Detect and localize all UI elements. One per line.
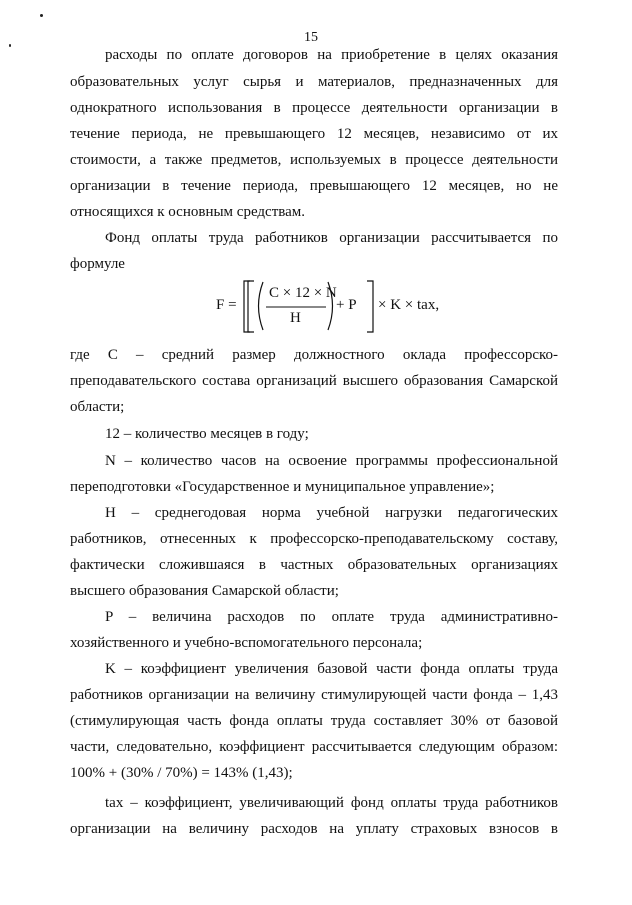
text-line: формуле [70,256,125,272]
formula [216,276,456,338]
text-line: организации на величину расходов на уплату страховых взносов в [70,821,558,837]
text-line: 12 – количество месяцев в году; [105,426,309,442]
text-line: части, следовательно, коэффициент рассчитывается следующим образом: [70,739,558,755]
text-line: где C – средний размер должностного оклада профессорско- [70,347,558,363]
scan-speck [40,14,43,17]
formula-plus-p: + P [336,297,357,313]
formula-denominator: H [290,310,301,326]
text-line: 100% + (30% / 70%) = 143% (1,43); [70,765,293,781]
text-line: фактически сложившаяся в частных образовательных организациях [70,557,558,573]
text-line: стоимости, а также предметов, используемых в процессе деятельности [70,152,558,168]
text-line: N – количество часов на освоение программы профессиональной [105,453,558,469]
text-line: организации в течение периода, превышающего 12 месяцев, но не [70,178,558,194]
text-line: K – коэффициент увеличения базовой части фонда оплаты труда [105,661,558,677]
formula-tail: × K × tax, [378,297,440,313]
formula-lhs: F = [216,297,237,313]
text-line: Фонд оплаты труда работников организации рассчитывается по [105,230,558,246]
text-line: P – величина расходов по оплате труда административно- [105,609,558,625]
text-line: преподавательского состава организаций высшего образования Самарской [70,373,558,389]
scan-speck [9,44,11,47]
text-line: расходы по оплате договоров на приобретение в целях оказания [105,47,558,63]
text-line: высшего образования Самарской области; [70,583,339,599]
text-line: работников, отнесенных к профессорско-преподавательскому составу, [70,531,558,547]
formula-numerator: C × 12 × N [269,285,337,301]
text-line: tax – коэффициент, увеличивающий фонд оплаты труда работников [105,795,558,811]
page-number: 15 [304,30,318,45]
text-line: относящихся к основным средствам. [70,204,306,220]
text-line: переподготовки «Государственное и муниципальное управление»; [70,479,495,495]
text-line: H – среднегодовая норма учебной нагрузки педагогических [105,505,558,521]
text-line: (стимулирующая часть фонда оплаты труда составляет 30% от базовой [70,713,558,729]
text-line: течение периода, не превышающего 12 месяцев, независимо от их [70,126,558,142]
text-line: однократного использования в процессе деятельности организации в [70,100,558,116]
text-line: хозяйственного и учебно-вспомогательного персонала; [70,635,423,651]
text-line: работников организации на величину стимулирующей части фонда – 1,43 [70,687,558,703]
text-line: образовательных услуг сырья и материалов, предназначенных для [70,74,558,90]
text-line: области; [70,399,125,415]
